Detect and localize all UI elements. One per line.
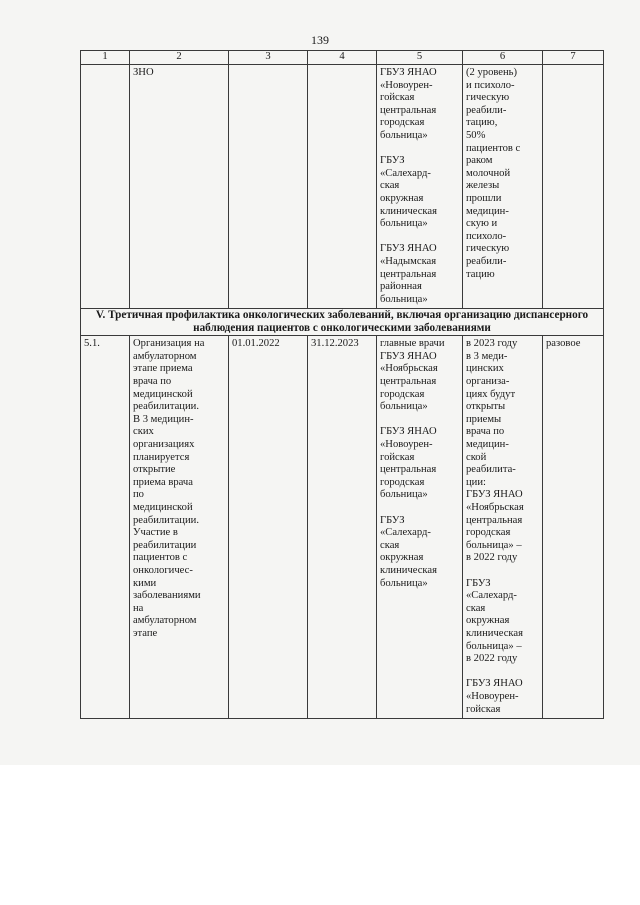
table-row-continued <box>81 65 604 309</box>
cell-type <box>543 65 604 309</box>
column-number: 2 <box>130 51 229 65</box>
cell-result: в 2023 году в 3 меди- цинских организа- циях будут открыты приемы врача по медицин- ской реабилита- ции: ГБУЗ ЯНАО «Ноябрьская центральная городская больница» – в 2022 году ГБУЗ «Салехард- ская окружная клиническая больница» – в 2022 году ГБУЗ ЯНАО «Новоурен- гойская <box>463 336 543 719</box>
cell-responsible: ГБУЗ ЯНАО «Новоурен- гойская центральная городская больница» ГБУЗ «Салехард- ская окружная клиническая больница» ГБУЗ ЯНАО «Надымская центральная районная больница» <box>377 65 463 309</box>
column-number: 1 <box>81 51 130 65</box>
cell-start: 01.01.2022 <box>229 336 308 719</box>
cell-number: 5.1. <box>81 336 130 719</box>
column-number: 3 <box>229 51 308 65</box>
cell-end <box>308 65 377 309</box>
column-number: 6 <box>463 51 543 65</box>
cell-event: Организация на амбулаторном этапе приема врача по медицинской реабилитации. В 3 медицин- ских организациях планируется открытие приема врача по медицинской реабилитации. Участие в реабилитации пациентов с онкологичес- кими заболеваниями на амбулаторном этапе <box>130 336 229 719</box>
cell-event: ЗНО <box>130 65 229 309</box>
cell-type: разовое <box>543 336 604 719</box>
column-number-row <box>81 51 604 65</box>
cell-result: (2 уровень) и психоло- гическую реабили- тацию, 50% пациентов с раком молочной железы прошли медицин- скую и психоло- гическую реабили- тацию <box>463 65 543 309</box>
cell-start <box>229 65 308 309</box>
cell-number <box>81 65 130 309</box>
section-row <box>81 309 604 336</box>
cell-responsible: главные врачи ГБУЗ ЯНАО «Ноябрьская центральная городская больница» ГБУЗ ЯНАО «Новоурен- гойская центральная городская больница» ГБУЗ «Салехард- ская окружная клиническая больница» <box>377 336 463 719</box>
plan-table <box>80 50 604 719</box>
column-number: 4 <box>308 51 377 65</box>
cell-end: 31.12.2023 <box>308 336 377 719</box>
column-number: 5 <box>377 51 463 65</box>
section-title: V. Третичная профилактика онкологических заболеваний, включая организацию диспансерного наблюдения пациентов с онкологическими заболеваниями <box>81 309 604 336</box>
column-number: 7 <box>543 51 604 65</box>
table-row-5-1 <box>81 336 604 719</box>
page-number: 139 <box>311 33 329 47</box>
